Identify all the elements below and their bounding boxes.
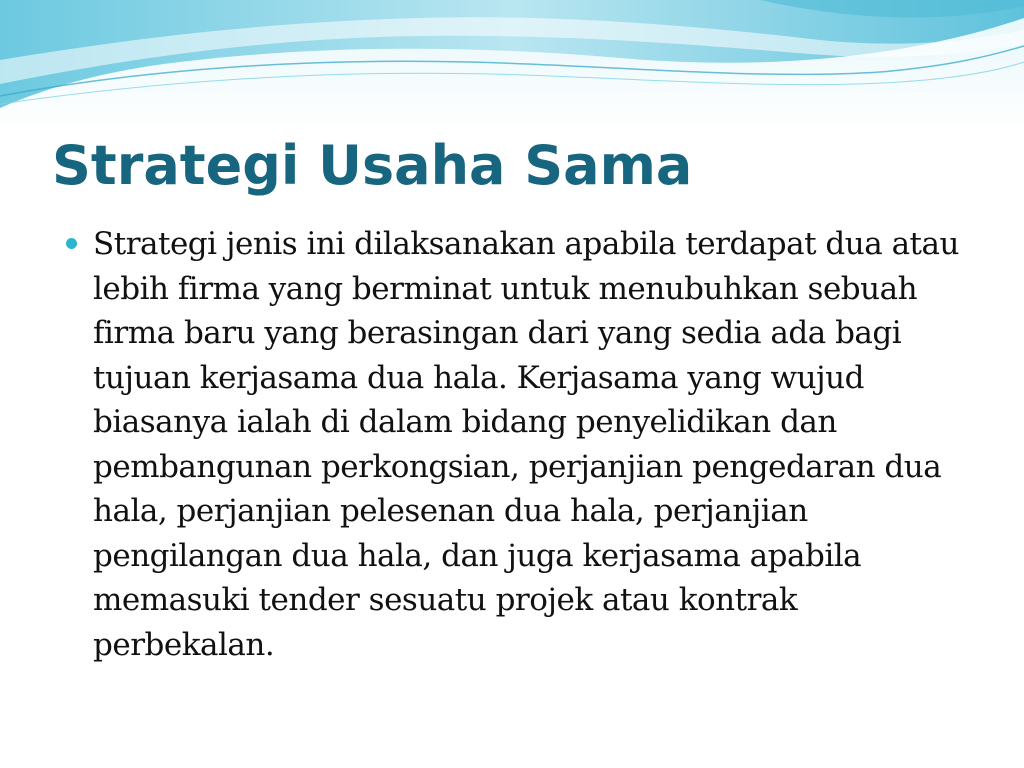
bullet-dot-icon bbox=[66, 238, 77, 249]
bullet-list bbox=[62, 222, 982, 667]
slide-title: Strategi Usaha Sama bbox=[52, 134, 693, 197]
bullet-item bbox=[62, 222, 982, 667]
bullet-text: Strategi jenis ini dilaksanakan apabila terdapat dua atau lebih firma yang berminat untuk menubuhkan sebuah firma baru yang berasingan dari yang sedia ada bagi tujuan kerjasama dua hala. Kerjasama yang wujud biasanya ialah di dalam bidang penyelidikan dan pembangunan perkongsian, perjanjian pengedaran dua hala, perjanjian pelesenan dua hala, perjanjian pengilangan dua hala, dan juga kerjasama apabila memasuki tender sesuatu projek atau kontrak perbekalan. bbox=[93, 226, 959, 663]
wave-header-decoration bbox=[0, 0, 1024, 130]
